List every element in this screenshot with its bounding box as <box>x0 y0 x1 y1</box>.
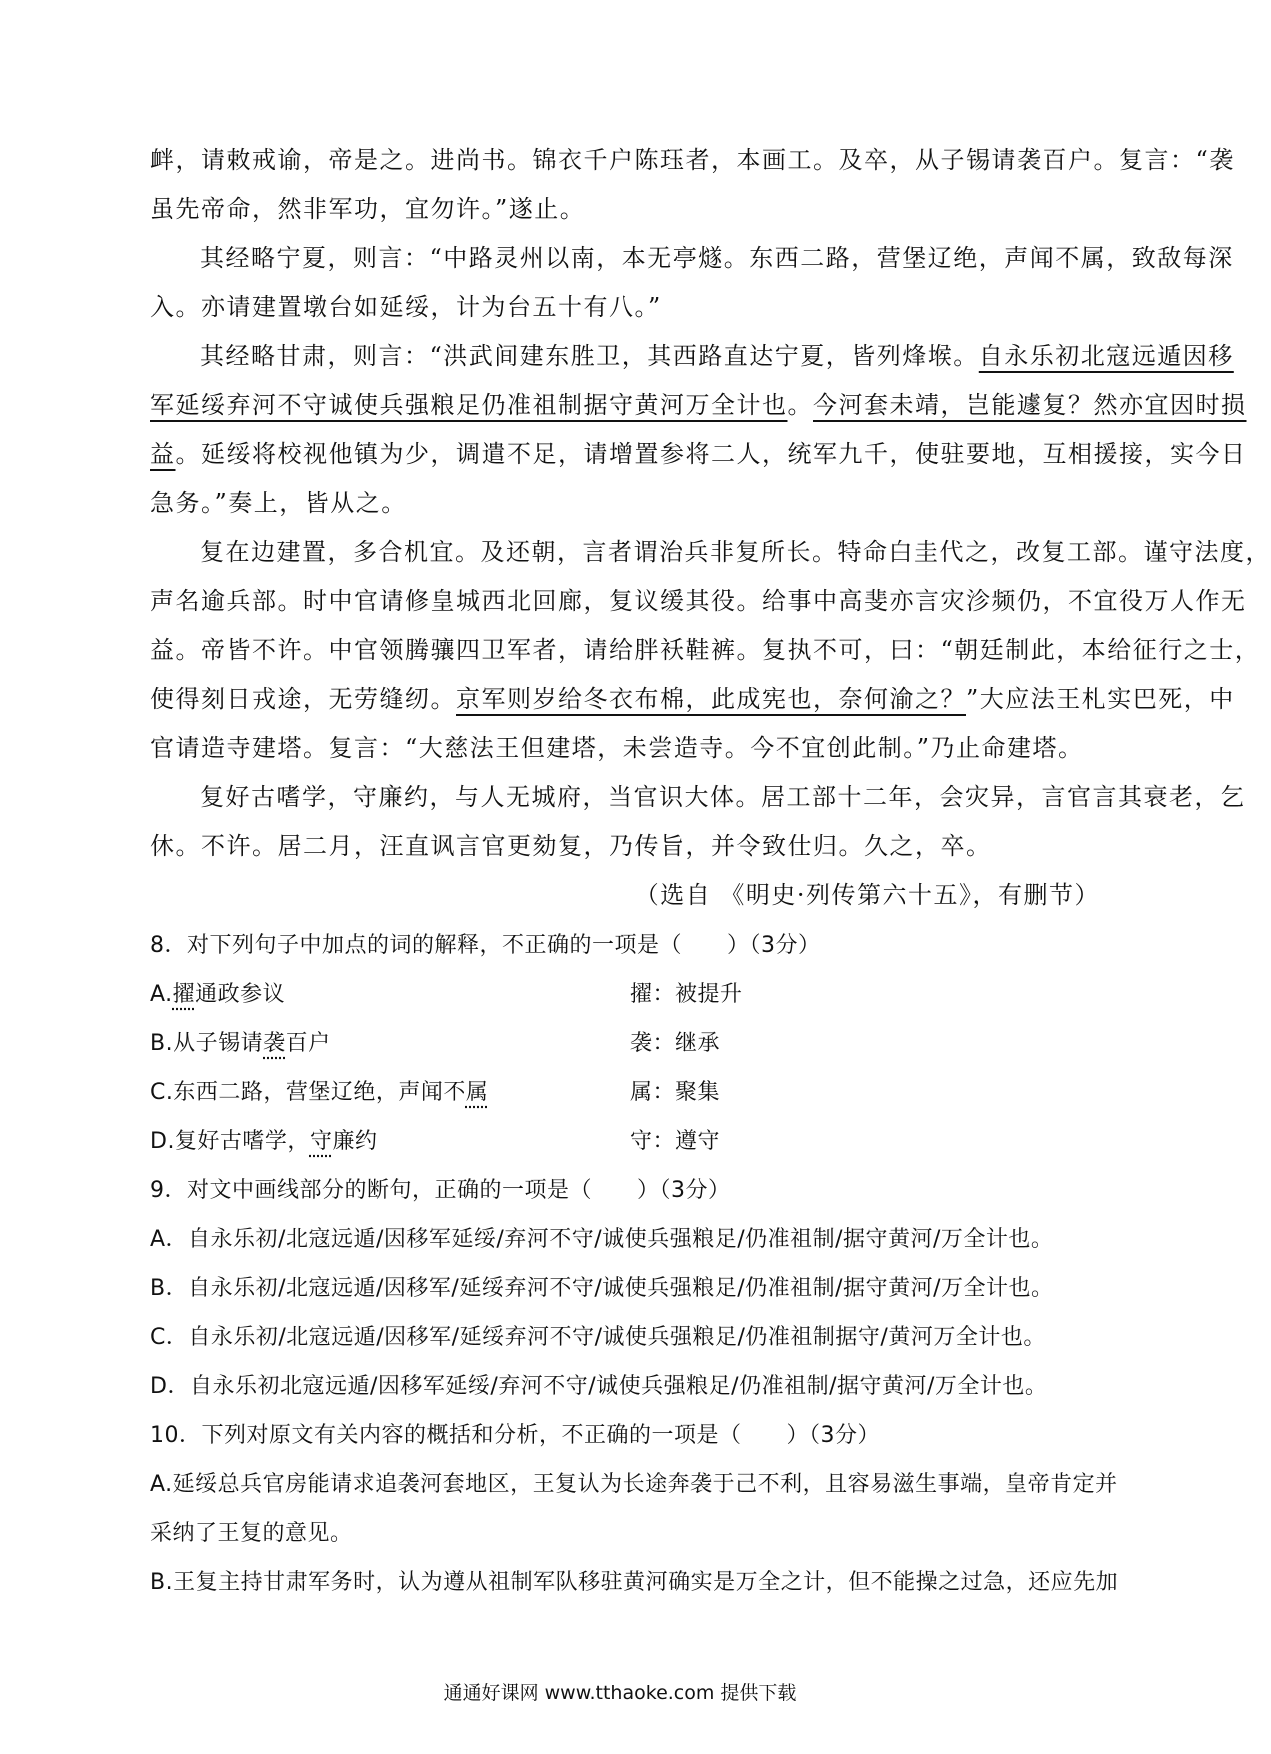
passage-line: 声名逾兵部。时中官请修皇城西北回廊，复议缓其役。给事中高斐亦言灾沴频仍，不宜役万人作无 <box>150 587 1247 615</box>
passage-line: 衅，请敕戒谕，帝是之。进尚书。锦衣千户陈珏者，本画工。及卒，从子锡请袭百户。复言：“袭 <box>150 146 1235 174</box>
option-text: D.复好古嗜学， <box>150 1129 310 1154</box>
passage-line: 复好古嗜学，守廉约，与人无城府，当官识大体。居工部十二年，会灾异，言官言其衰老，乞 <box>200 783 1246 811</box>
passage-text: ”大应法王札实巴死，中 <box>966 685 1235 713</box>
dotted-word: 守 <box>309 1129 333 1154</box>
question-8-option-b <box>150 1019 1100 1068</box>
question-10-line: B.王复主持甘肃军务时，认为遵从祖制军队移驻黄河确实是万全之计，但不能操之过急，还应先加 <box>150 1570 1119 1595</box>
option-gloss: 属：聚集 <box>630 1080 721 1105</box>
passage-line: 其经略宁夏，则言：“中路灵州以南，本无亭燧。东西二路，营堡辽绝，声闻不属，致敌每深 <box>200 244 1234 272</box>
passage-line: 休。不许。居二月，汪直讽言官更劾复，乃传旨，并令致仕归。久之，卒。 <box>150 832 992 860</box>
option-gloss: 袭：继承 <box>630 1031 721 1056</box>
dotted-word: 擢 <box>172 982 196 1007</box>
passage-source: （选自 《明史·列传第六十五》，有删节） <box>634 881 1100 909</box>
dotted-word: 袭 <box>263 1031 286 1056</box>
question-9-stem: 9．对文中画线部分的断句，正确的一项是（ ）（3分） <box>150 1178 731 1203</box>
question-8-stem: 8．对下列句子中加点的词的解释，不正确的一项是（ ）（3分） <box>150 933 821 958</box>
question-8-option-a <box>150 970 1100 1019</box>
option-text: A. <box>150 982 173 1007</box>
passage-line <box>150 675 1235 724</box>
underlined-text: 军延绥弃河不守诚使兵强粮足仍准祖制据守黄河万全计也 <box>150 391 788 419</box>
passage-line: 益。帝皆不许。中官领腾骧四卫军者，请给胖袄鞋裤。复执不可，曰：“朝廷制此，本给征行之士， <box>150 636 1261 664</box>
passage-text: 使得刻日戎途，无劳缝纫。 <box>150 685 456 713</box>
question-8-option-d <box>150 1117 1100 1166</box>
option-text: B.从子锡请 <box>150 1031 264 1056</box>
question-10-line: A.延绥总兵官房能请求追袭河套地区，王复认为长途奔袭于己不利，且容易滋生事端，皇帝肯定并 <box>150 1472 1118 1497</box>
option-gloss: 擢：被提升 <box>630 982 743 1007</box>
question-9-option-c: C．自永乐初/北寇远遁/因移军/延绥弃河不守/诚使兵强粮足/仍准祖制据守/黄河万全计也。 <box>150 1325 1046 1350</box>
question-8-option-c <box>150 1068 1100 1117</box>
passage-line: 入。亦请建置墩台如延绥，计为台五十有八。” <box>150 293 662 321</box>
passage <box>150 136 1271 920</box>
option-gloss: 守：遵守 <box>630 1129 721 1154</box>
question-9-option-a: A．自永乐初/北寇远遁/因移军延绥/弃河不守/诚使兵强粮足/仍准祖制/据守黄河/万全计也。 <box>150 1227 1054 1252</box>
passage-line <box>150 381 1247 430</box>
question-9-option-b: B．自永乐初/北寇远遁/因移军/延绥弃河不守/诚使兵强粮足/仍准祖制/据守黄河/万全计也。 <box>150 1276 1054 1301</box>
option-text: 通政参议 <box>195 982 286 1007</box>
question-9-option-d: D．自永乐初北寇远遁/因移军延绥/弃河不守/诚使兵强粮足/仍准祖制/据守黄河/万全计也。 <box>150 1374 1048 1399</box>
question-10-stem: 10．下列对原文有关内容的概括和分析，不正确的一项是（ ）（3分） <box>150 1423 880 1448</box>
underlined-text: 自永乐初北寇远遁因移 <box>978 342 1234 370</box>
option-text: C.东西二路，营堡辽绝，声闻不 <box>150 1080 466 1105</box>
passage-text: 。延绥将校视他镇为少，调遣不足，请增置参将二人，统军九千，使驻要地，互相援接，实今日 <box>175 440 1247 468</box>
passage-line <box>150 430 1247 479</box>
option-text: 百户 <box>285 1031 331 1056</box>
questions <box>150 921 1119 1607</box>
dotted-word: 属 <box>465 1080 489 1105</box>
underlined-text: 今河套未靖，岂能遽复？然亦宜因时损 <box>813 391 1247 419</box>
underlined-text: 益 <box>150 440 176 468</box>
passage-text: 。 <box>787 391 813 419</box>
option-text: 廉约 <box>332 1129 378 1154</box>
underlined-text: 京军则岁给冬衣布棉，此成宪也，奈何渝之？ <box>456 685 966 713</box>
passage-line <box>150 332 1234 381</box>
question-10-line: 采纳了王复的意见。 <box>150 1521 353 1546</box>
passage-line: 急务。”奏上，皆从之。 <box>150 489 407 517</box>
passage-line: 官请造寺建塔。复言：“大慈法王但建塔，未尝造寺。今不宜创此制。”乃止命建塔。 <box>150 734 1084 762</box>
passage-line: 复在边建置，多合机宜。及还朝，言者谓治兵非复所长。特命白圭代之，改复工部。谨守法度， <box>200 538 1271 566</box>
passage-text: 其经略甘肃，则言：“洪武间建东胜卫，其西路直达宁夏，皆列烽堠。 <box>200 342 979 370</box>
page-footer: 通通好课网 www.tthaoke.com 提供下载 <box>443 1682 797 1704</box>
passage-line: 虽先帝命，然非军功，宜勿许。”遂止。 <box>150 195 586 223</box>
